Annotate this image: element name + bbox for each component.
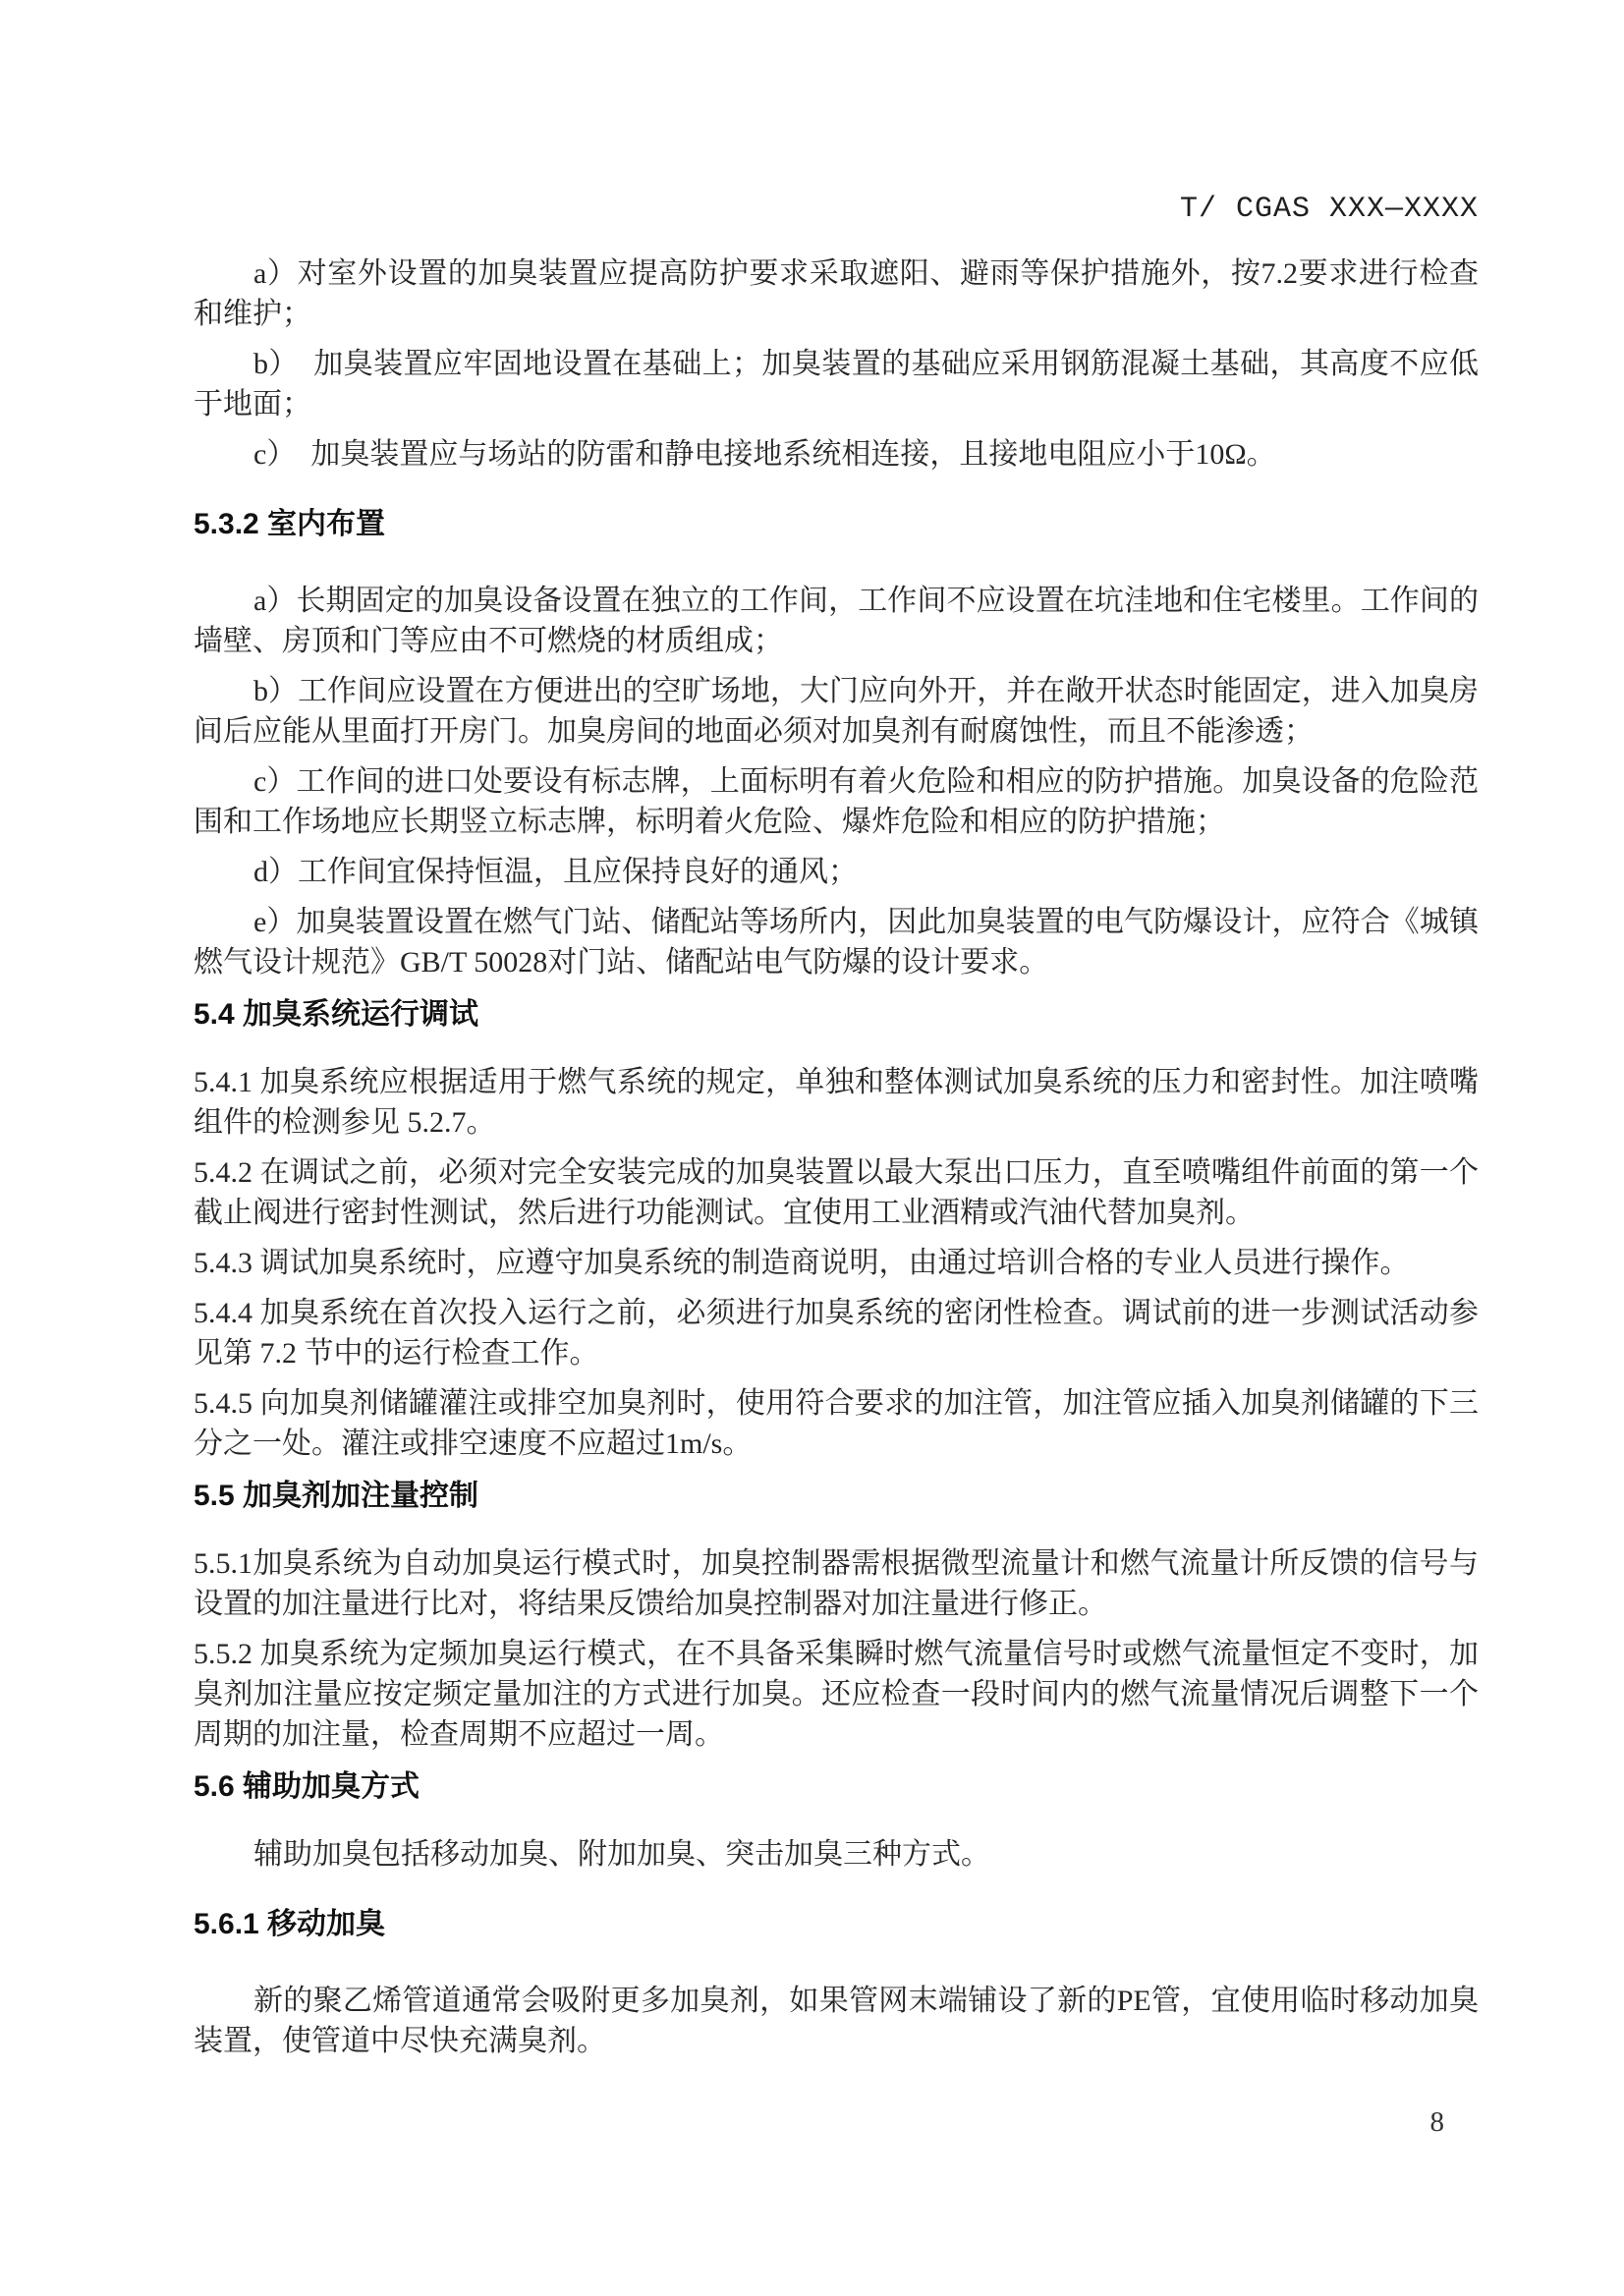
list-item-b-foundation: b） 加臭装置应牢固地设置在基础上；加臭装置的基础应采用钢筋混凝土基础，其高度不应低于地面；	[194, 348, 1479, 420]
list-item-d-temperature: d）工作间宜保持恒温，且应保持良好的通风；	[253, 856, 858, 888]
list-item-c-grounding: c） 加臭装置应与场站的防雷和静电接地系统相连接，且接地电阻应小于10Ω。	[253, 438, 1276, 471]
paragraph-5-5-2: 5.5.2 加臭系统为定频加臭运行模式，在不具备采集瞬时燃气流量信号时或燃气流量恒定不变时，加臭剂加注量应按定频定量加注的方式进行加臭。还应检查一段时间内的燃气流量情况后调整下一个周期的加注量，检查周期不应超过一周。	[194, 1638, 1479, 1751]
list-item-a-workroom: a）长期固定的加臭设备设置在独立的工作间，工作间不应设置在坑洼地和住宅楼里。工作间的墙壁、房顶和门等应由不可燃烧的材质组成；	[194, 585, 1479, 657]
list-item-a-outdoor: a）对室外设置的加臭装置应提高防护要求采取遮阳、避雨等保护措施外，按7.2要求进行检查和维护；	[194, 257, 1479, 330]
list-item-e-explosion: e）加臭装置设置在燃气门站、储配站等场所内，因此加臭装置的电气防爆设计，应符合《城镇燃气设计规范》GB/T 50028对门站、储配站电气防爆的设计要求。	[194, 906, 1479, 979]
paragraph-5-4-1: 5.4.1 加臭系统应根据适用于燃气系统的规定，单独和整体测试加臭系统的压力和密封性。加注喷嘴组件的检测参见 5.2.7。	[194, 1066, 1479, 1139]
paragraph-5-5-1: 5.5.1加臭系统为自动加臭运行模式时，加臭控制器需根据微型流量计和燃气流量计所反馈的信号与设置的加注量进行比对，将结果反馈给加臭控制器对加注量进行修正。	[194, 1547, 1479, 1620]
list-item-c-signboard: c）工作间的进口处要设有标志牌，上面标明有着火危险和相应的防护措施。加臭设备的危险范围和工作场地应长期竖立标志牌，标明着火危险、爆炸危险和相应的防护措施；	[194, 765, 1479, 838]
page-content	[194, 192, 1479, 2071]
page-number: 8	[1429, 2106, 1444, 2138]
section-heading-5-4: 5.4 加臭系统运行调试	[194, 998, 479, 1031]
section-heading-5-6: 5.6 辅助加臭方式	[194, 1770, 420, 1803]
paragraph-auxiliary-odorization: 辅助加臭包括移动加臭、附加加臭、突击加臭三种方式。	[253, 1838, 990, 1871]
paragraph-5-4-3: 5.4.3 调试加臭系统时，应遵守加臭系统的制造商说明，由通过培训合格的专业人员进行操作。	[194, 1247, 1410, 1279]
paragraph-5-4-4: 5.4.4 加臭系统在首次投入运行之前，必须进行加臭系统的密闭性检查。调试前的进一步测试活动参见第 7.2 节中的运行检查工作。	[194, 1297, 1479, 1370]
paragraph-5-4-2: 5.4.2 在调试之前，必须对完全安装完成的加臭装置以最大泵出口压力，直至喷嘴组件前面的第一个截止阀进行密封性测试，然后进行功能测试。宜使用工业酒精或汽油代替加臭剂。	[194, 1156, 1479, 1229]
section-heading-5-5: 5.5 加臭剂加注量控制	[194, 1480, 479, 1512]
section-heading-5-6-1: 5.6.1 移动加臭	[194, 1908, 386, 1940]
paragraph-mobile-odorization: 新的聚乙烯管道通常会吸附更多加臭剂，如果管网末端铺设了新的PE管，宜使用临时移动加臭装置，使管道中尽快充满臭剂。	[194, 1985, 1479, 2057]
section-heading-5-3-2: 5.3.2 室内布置	[194, 508, 386, 540]
list-item-b-site: b）工作间应设置在方便进出的空旷场地，大门应向外开，并在敞开状态时能固定，进入加臭房间后应能从里面打开房门。加臭房间的地面必须对加臭剂有耐腐蚀性，而且不能渗透；	[194, 675, 1479, 748]
paragraph-5-4-5: 5.4.5 向加臭剂储罐灌注或排空加臭剂时，使用符合要求的加注管，加注管应插入加臭剂储罐的下三分之一处。灌注或排空速度不应超过1m/s。	[194, 1387, 1479, 1460]
running-header: T/ CGAS XXX—XXXX	[1179, 193, 1479, 226]
